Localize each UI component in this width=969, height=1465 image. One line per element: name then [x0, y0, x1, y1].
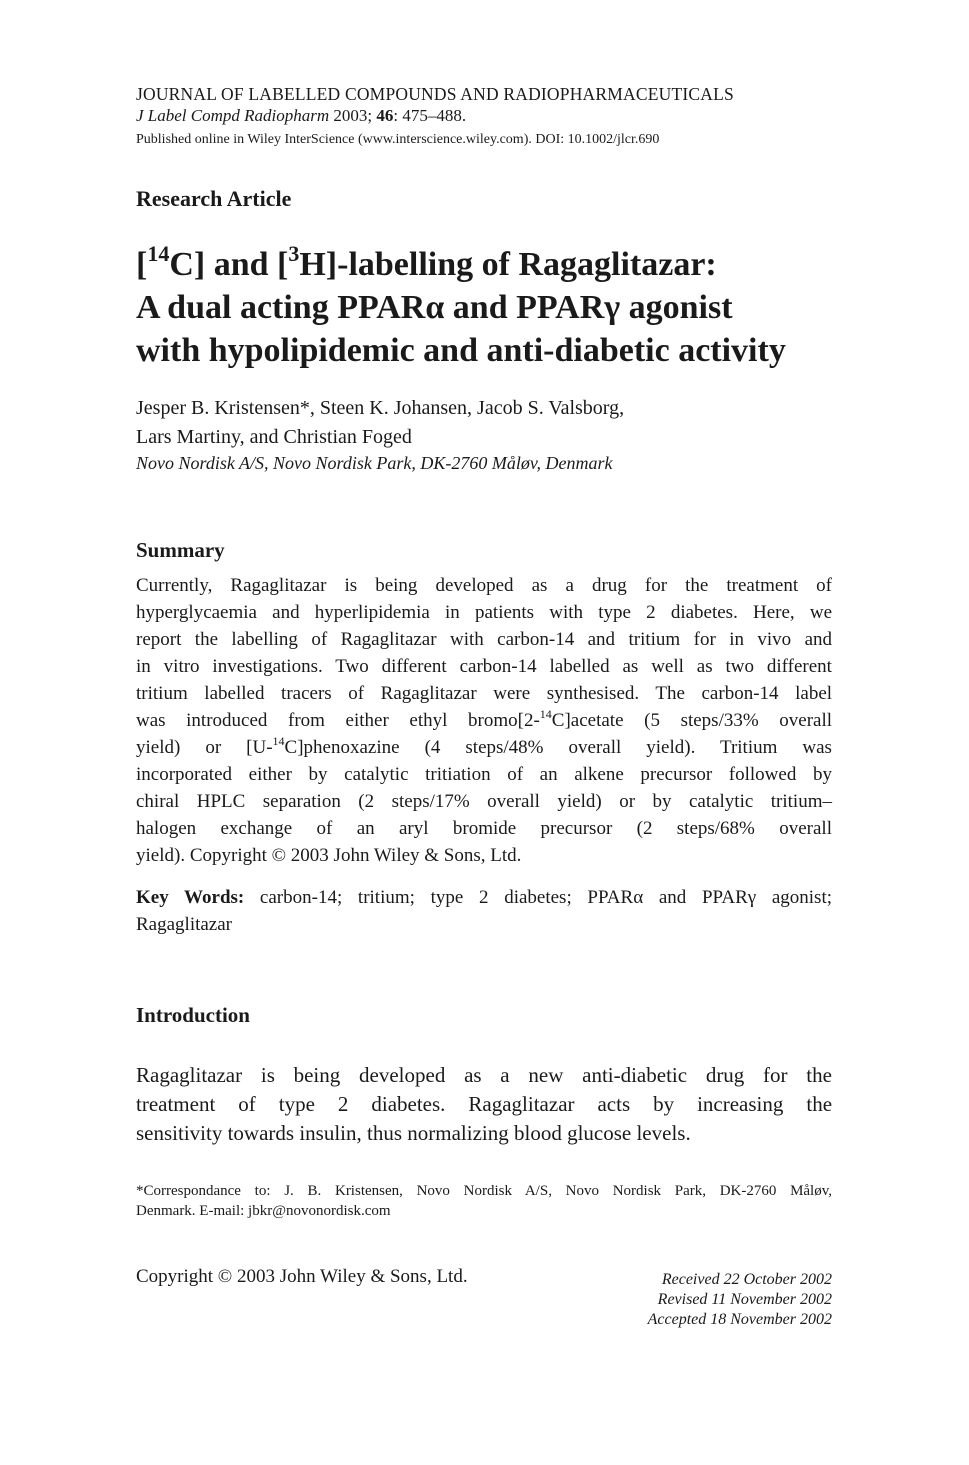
summary-text-run: C]acetate (5 steps/33% overall [551, 710, 833, 731]
correspondence-footnote [136, 1181, 832, 1221]
accepted-date: Accepted 18 November 2002 [647, 1311, 832, 1328]
summary-line: in vitro investigations. Two different carbon-14 labelled as well as two different [136, 656, 832, 677]
summary-superscript: 14 [539, 706, 552, 721]
title-line-3: with hypolipidemic and anti-diabetic activity [136, 332, 786, 369]
footnote-line: *Correspondance to: J. B. Kristensen, Novo Nordisk A/S, Novo Nordisk Park, DK-2760 Måløv, [136, 1183, 833, 1199]
title-line-2: A dual acting PPARα and PPARγ agonist [136, 289, 733, 326]
footnote-line: Denmark. E-mail: jbkr@novonordisk.com [136, 1203, 391, 1219]
keywords-line [136, 884, 832, 911]
summary-superscript: 14 [272, 733, 285, 748]
journal-abbrev: J Label Compd Radiopharm [136, 106, 330, 125]
intro-line: sensitivity towards insulin, thus normalizing blood glucose levels. [136, 1121, 691, 1145]
summary-text [136, 572, 832, 869]
summary-line: hyperglycaemia and hyperlipidemia in patients with type 2 diabetes. Here, we [136, 602, 833, 623]
authors [136, 394, 624, 452]
title-text: [ [136, 246, 148, 283]
revised-date: Revised 11 November 2002 [657, 1291, 832, 1308]
summary-heading: Summary [136, 538, 225, 562]
keywords-line: Ragaglitazar [136, 914, 233, 935]
summary-line: report the labelling of Ragaglitazar with carbon-14 and tritium for in vivo and [136, 629, 833, 650]
summary-line [136, 707, 832, 734]
summary-text-run: yield) or [U- [136, 737, 273, 758]
summary-line: tritium labelled tracers of Ragaglitazar were synthesised. The carbon-14 label [136, 683, 833, 704]
keywords [136, 884, 832, 938]
citation-volume: 46 [376, 106, 394, 125]
article-dates [532, 1270, 832, 1330]
summary-line: halogen exchange of an aryl bromide precursor (2 steps/68% overall [136, 818, 832, 839]
affiliation: Novo Nordisk A/S, Novo Nordisk Park, DK-2760 Måløv, Denmark [136, 453, 613, 473]
published-online: Published online in Wiley InterScience (www.interscience.wiley.com). DOI: 10.1002/jlcr.690 [136, 132, 660, 147]
summary-text-run: was introduced from either ethyl bromo[2- [136, 710, 540, 731]
title-line-1 [136, 240, 836, 286]
article-type: Research Article [136, 186, 292, 211]
copyright: Copyright © 2003 John Wiley & Sons, Ltd. [136, 1266, 468, 1287]
intro-line: treatment of type 2 diabetes. Ragaglitazar acts by increasing the [136, 1092, 833, 1116]
citation-line [136, 106, 466, 126]
summary-line: chiral HPLC separation (2 steps/17% overall yield) or by catalytic tritium– [136, 791, 832, 812]
introduction-heading: Introduction [136, 1003, 250, 1027]
title-superscript: 3 [288, 240, 300, 266]
title-text: H]-labelling of Ragaglitazar: [299, 246, 717, 283]
introduction-text [136, 1061, 832, 1148]
summary-line: yield). Copyright © 2003 John Wiley & Sons, Ltd. [136, 845, 522, 866]
citation-year: 2003; [333, 106, 373, 125]
summary-line: incorporated either by catalytic tritiation of an alkene precursor followed by [136, 764, 832, 785]
keywords-text: carbon-14; tritium; type 2 diabetes; PPARα and PPARγ agonist; [244, 887, 832, 908]
authors-line-1: Jesper B. Kristensen*, Steen K. Johansen, Jacob S. Valsborg, [136, 397, 625, 419]
summary-line [136, 734, 832, 761]
intro-line: Ragaglitazar is being developed as a new anti-diabetic drug for the [136, 1063, 832, 1087]
authors-line-2: Lars Martiny, and Christian Foged [136, 426, 412, 448]
title-superscript: 14 [147, 240, 170, 266]
keywords-label: Key Words: [136, 887, 245, 908]
received-date: Received 22 October 2002 [661, 1271, 832, 1288]
journal-name: JOURNAL OF LABELLED COMPOUNDS AND RADIOPHARMACEUTICALS [136, 84, 734, 104]
summary-text-run: C]phenoxazine (4 steps/48% overall yield). Tritium was [284, 737, 832, 758]
title-text: C] and [ [169, 246, 289, 283]
article-title [136, 240, 836, 372]
summary-line: Currently, Ragaglitazar is being developed as a drug for the treatment of [136, 575, 832, 596]
citation-pages: : 475–488. [393, 106, 467, 125]
